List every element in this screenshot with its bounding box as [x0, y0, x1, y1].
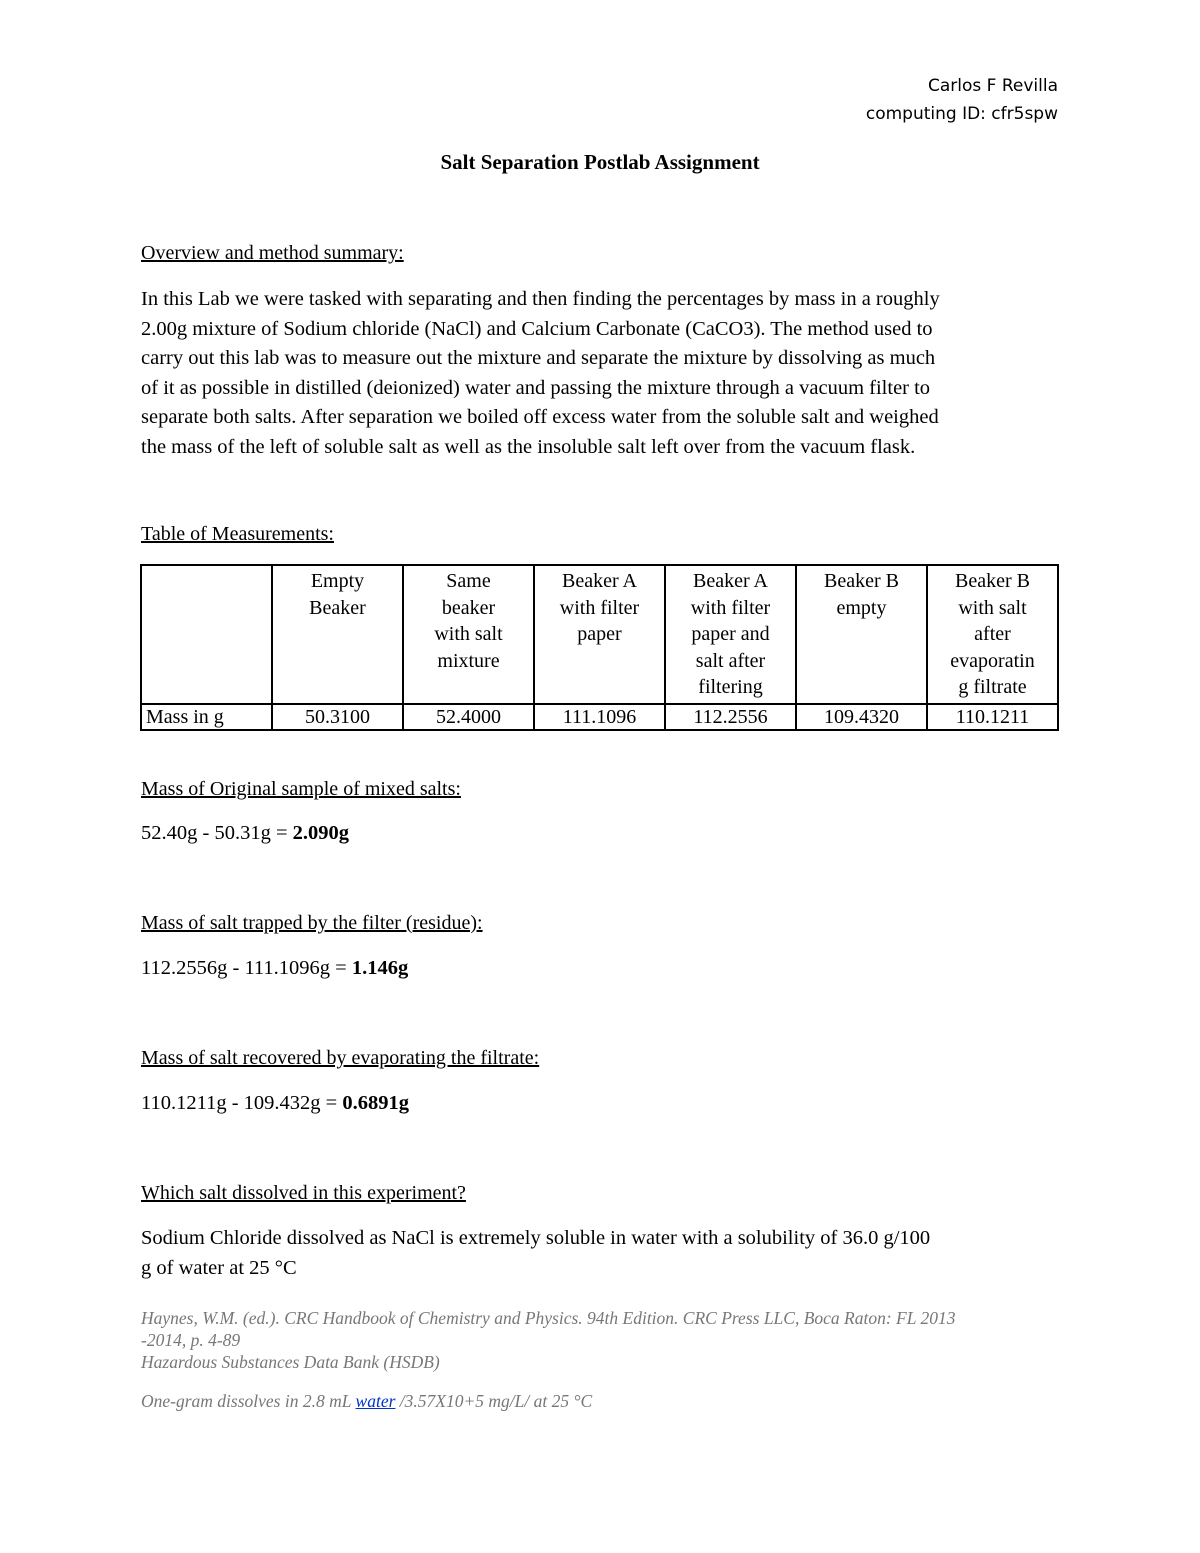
calc-expression: 112.2556g - 111.1096g = [141, 957, 352, 979]
references [141, 1307, 1071, 1373]
solubility-note [141, 1390, 1071, 1412]
table-cell: 52.4000 [403, 704, 534, 730]
original-mass-heading: Mass of Original sample of mixed salts: [141, 778, 461, 800]
dissolved-paragraph [141, 1224, 1071, 1283]
solubility-prefix: One-gram dissolves in 2.8 mL [141, 1391, 356, 1411]
calc-result: 1.146g [351, 957, 409, 979]
author-header [866, 72, 1058, 128]
header-line: Empty [310, 570, 365, 592]
header-line: g filtrate [958, 676, 1027, 698]
table-header-row [141, 565, 1058, 704]
header-line: with salt [958, 596, 1027, 619]
water-link[interactable]: water [355, 1391, 396, 1411]
filtrate-mass-heading: Mass of salt recovered by evaporating the filtrate: [141, 1047, 540, 1069]
residue-mass-heading: Mass of salt trapped by the filter (residue): [141, 912, 483, 934]
table-header-cell [665, 565, 796, 704]
header-line: after [974, 623, 1011, 645]
header-line: Beaker [309, 596, 366, 619]
header-line: paper [577, 623, 622, 645]
header-line: filtering [698, 676, 763, 698]
row-label-cell: Mass in g [141, 704, 272, 730]
table-corner-cell [141, 565, 272, 704]
computing-id: computing ID: cfr5spw [865, 104, 1058, 124]
author-name: Carlos F Revilla [928, 76, 1058, 96]
table-cell: 111.1096 [534, 704, 665, 730]
header-line: Same [446, 570, 491, 592]
overview-heading: Overview and method summary: [141, 242, 404, 264]
overview-line: 2.00g mixture of Sodium chloride (NaCl) and Calcium Carbonate (CaCO3). The method used to [141, 317, 933, 340]
dissolved-line: g of water at 25 °C [141, 1256, 297, 1279]
header-line: with filter [559, 596, 640, 619]
table-row [141, 704, 1058, 730]
page-title: Salt Separation Postlab Assignment [440, 150, 760, 174]
residue-mass-calc [141, 957, 408, 980]
header-line: empty [836, 596, 887, 619]
reference-line: -2014, p. 4-89 [141, 1330, 241, 1350]
header-line: Beaker A [693, 570, 768, 592]
solubility-suffix: /3.57X10+5 mg/L/ at 25 °C [395, 1391, 593, 1411]
table-header-cell [534, 565, 665, 704]
overview-line: In this Lab we were tasked with separating and then finding the percentages by mass in a roughly [141, 288, 940, 310]
header-line: with filter [690, 596, 771, 619]
calc-result: 0.6891g [342, 1092, 409, 1114]
table-cell: 50.3100 [272, 704, 403, 730]
table-header-cell [927, 565, 1058, 704]
header-line: evaporatin [950, 649, 1035, 672]
header-line: mixture [437, 649, 500, 672]
table-header-cell [272, 565, 403, 704]
dissolved-line: Sodium Chloride dissolved as NaCl is extremely soluble in water with a solubility of 36.0 g/100 [141, 1227, 931, 1249]
overview-line: the mass of the left of soluble salt as well as the insoluble salt left over from the vacuum flask. [141, 435, 916, 458]
table-cell: 112.2556 [665, 704, 796, 730]
header-line: paper and [691, 623, 770, 645]
header-line: Beaker B [955, 570, 1030, 592]
header-line: Beaker A [562, 570, 637, 592]
overview-line: of it as possible in distilled (deionized) water and passing the mixture through a vacuum filter to [141, 376, 931, 399]
overview-line: separate both salts. After separation we boiled off excess water from the soluble salt and weighed [141, 406, 939, 428]
original-mass-calc [141, 822, 349, 845]
table-heading: Table of Measurements: [141, 523, 334, 545]
table-header-cell [796, 565, 927, 704]
calc-expression: 52.40g - 50.31g = [141, 822, 293, 844]
calc-result: 2.090g [292, 822, 350, 844]
header-line: salt after [695, 649, 766, 672]
header-line: with salt [434, 623, 503, 645]
overview-paragraph [141, 285, 1071, 462]
reference-line: Haynes, W.M. (ed.). CRC Handbook of Chemistry and Physics. 94th Edition. CRC Press LLC, Boca Raton: FL 2013 [141, 1308, 956, 1328]
measurements-table [140, 564, 1059, 731]
header-line: Beaker B [824, 570, 899, 592]
table-cell: 109.4320 [796, 704, 927, 730]
filtrate-mass-calc [141, 1092, 409, 1115]
table-header-cell [403, 565, 534, 704]
reference-line: Hazardous Substances Data Bank (HSDB) [141, 1352, 440, 1372]
calc-expression: 110.1211g - 109.432g = [141, 1092, 343, 1114]
overview-line: carry out this lab was to measure out the mixture and separate the mixture by dissolving as much [141, 347, 936, 369]
table-cell: 110.1211 [927, 704, 1058, 730]
dissolved-heading: Which salt dissolved in this experiment? [141, 1182, 466, 1204]
header-line: beaker [441, 596, 496, 619]
